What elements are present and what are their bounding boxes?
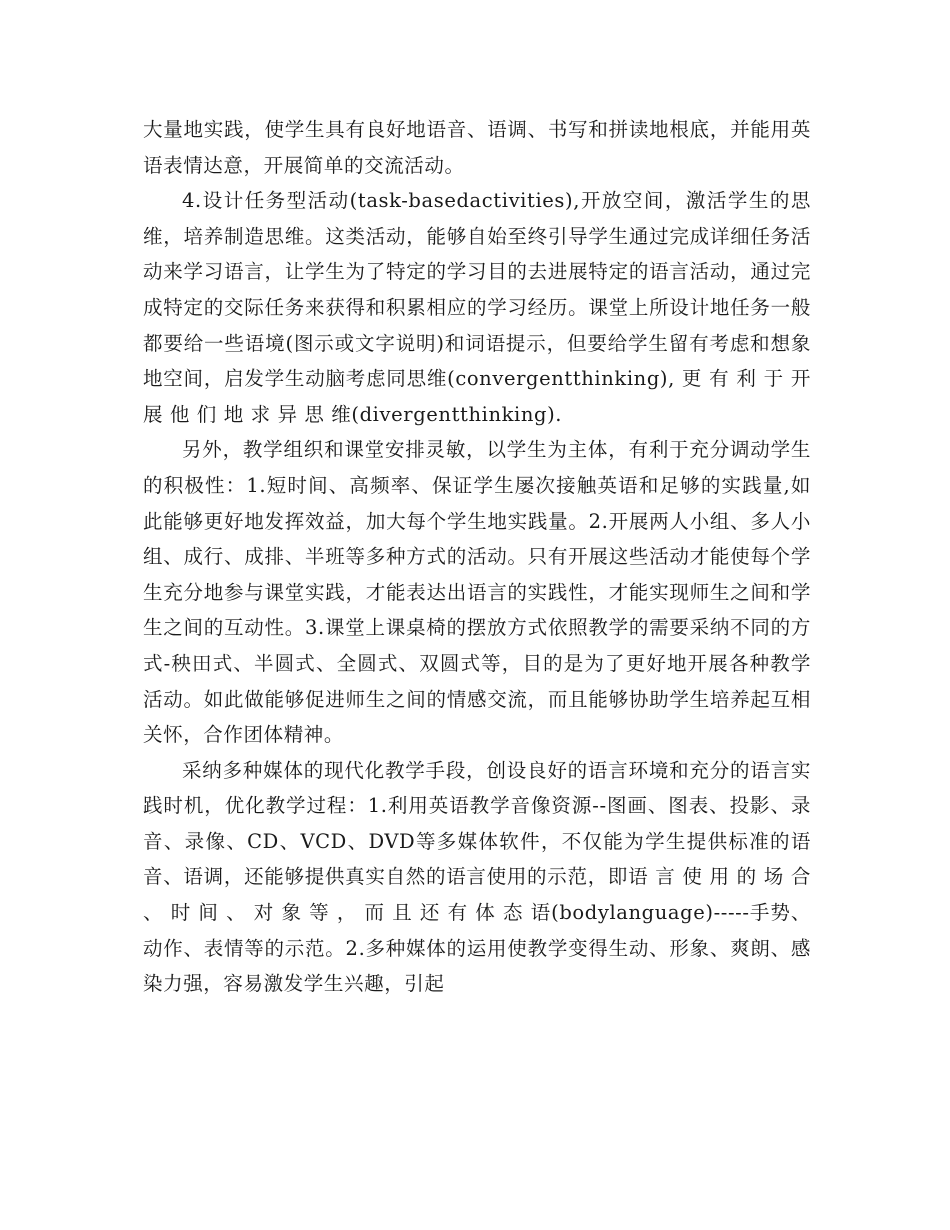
document-page: [143, 112, 811, 1002]
paragraph-continuation: 大量地实践，使学生具有良好地语音、语调、书写和拼读地根底，并能用英语表情达意，开展简单的交流活动。: [143, 118, 811, 177]
paragraph-classroom-organization: 另外，教学组织和课堂安排灵敏，以学生为主体，有利于充分调动学生的积极性：1.短时间、高频率、保证学生屡次接触英语和足够的实践量,如此能够更好地发挥效益，加大每个学生地实践量。2.开展两人小组、多人小组、成行、成排、半班等多种方式的活动。只有开展这些活动才能使每个学生充分地参与课堂实践，才能表达出语言的实践性，才能实现师生之间和学生之间的互动性。3.课堂上课桌椅的摆放方式依照教学的需要采纳不同的方式-秧田式、半圆式、全圆式、双圆式等，目的是为了更好地开展各种教学活动。如此做能够促进师生之间的情感交流，而且能够协助学生培养起互相关怀，合作团体精神。: [143, 438, 811, 747]
paragraph-multimedia-teaching: 采纳多种媒体的现代化教学手段，创设良好的语言环境和充分的语言实践时机，优化教学过程：1.利用英语教学音像资源--图画、图表、投影、录音、录像、CD、VCD、DVD等多媒体软件，不仅能为学生提供标准的语音、语调，还能够提供真实自然的语言使用的示范，即语 言 使 用 的 场 合 、 时 间 、 对 象 等 ， 而 且 还 有 体 态 语(bodylanguage)-----手势、动作、表情等的示范。2.多种媒体的运用使教学变得生动、形象、爽朗、感染力强，容易激发学生兴趣，引起: [143, 758, 811, 996]
paragraph-task-based-activities: 4.设计任务型活动(task-basedactivities),开放空间，激活学生的思维，培养制造思维。这类活动，能够自始至终引导学生通过完成详细任务活动来学习语言，让学生为了特定的学习目的去进展特定的语言活动，通过完成特定的交际任务来获得和积累相应的学习经历。课堂上所设计地任务一般都要给一些语境(图示或文字说明)和词语提示，但要给学生留有考虑和想象地空间，启发学生动脑考虑同思维(convergentthinking), 更 有 利 于 开 展 他 们 地 求 异 思 维(divergentthinking).: [143, 189, 811, 426]
